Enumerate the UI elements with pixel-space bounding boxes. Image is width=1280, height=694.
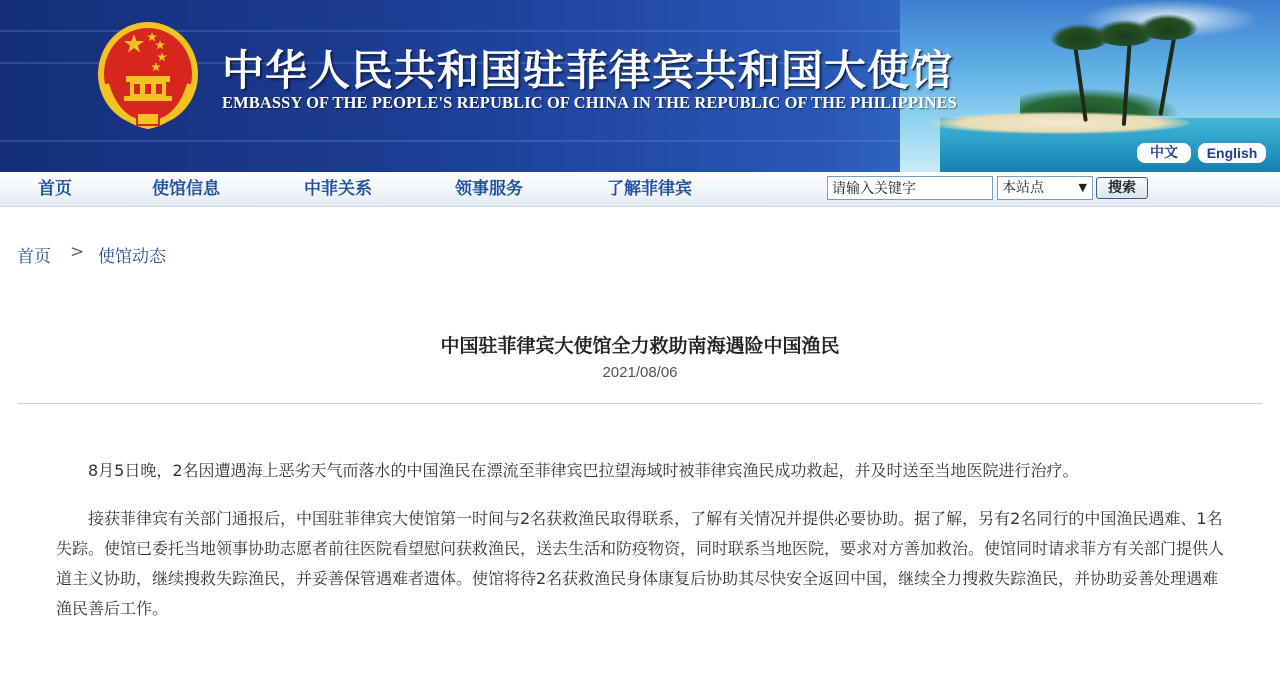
search-scope-select[interactable]: [997, 176, 1093, 200]
embassy-title-english: EMBASSY OF THE PEOPLE'S REPUBLIC OF CHINA IN THE REPUBLIC OF THE PHILIPPINES: [222, 93, 957, 112]
nav-item-home[interactable]: 首页: [38, 179, 72, 199]
breadcrumb-current[interactable]: 使馆动态: [98, 247, 166, 267]
article-body: [56, 456, 1226, 642]
breadcrumb-separator-icon: >: [70, 242, 85, 262]
chevron-down-icon: ▼: [1078, 181, 1087, 194]
nav-item-embassy-info[interactable]: 使馆信息: [152, 179, 220, 199]
breadcrumb-home[interactable]: 首页: [17, 247, 51, 267]
language-chinese-button[interactable]: 中文: [1137, 143, 1191, 163]
search-button[interactable]: 搜索: [1096, 177, 1148, 199]
article-date: 2021/08/06: [602, 364, 678, 381]
article-title: 中国驻菲律宾大使馆全力救助南海遇险中国渔民: [440, 335, 840, 357]
banner-beach: [930, 112, 1190, 134]
nav-item-about-philippines[interactable]: 了解菲律宾: [607, 179, 692, 199]
embassy-title-chinese: 中华人民共和国驻菲律宾共和国大使馆: [222, 46, 954, 95]
nav-item-china-philippines-relations[interactable]: 中菲关系: [304, 179, 372, 199]
article-paragraph: 8月5日晚，2名因遭遇海上恶劣天气而落水的中国渔民在漂流至菲律宾巴拉望海域时被菲律宾渔民成功救起，并及时送至当地医院进行治疗。: [88, 461, 1079, 480]
divider: [18, 403, 1262, 404]
search-scope-value: 本站点: [1002, 180, 1044, 196]
national-emblem-icon: [96, 20, 200, 134]
header-banner: [0, 0, 1280, 172]
search-input[interactable]: [827, 176, 993, 200]
banner-stripe: [0, 140, 900, 142]
article-paragraph: 接获菲律宾有关部门通报后，中国驻菲律宾大使馆第一时间与2名获救渔民取得联系，了解有关情况并提供必要协助。据了解，另有2名同行的中国渔民遇难、1名失踪。使馆已委托当地领事协助志愿者前往医院看望慰问获救渔民，送去生活和防疫物资，同时联系当地医院，要求对方善加救治。使馆同时请求菲方有关部门提供人道主义协助，继续搜救失踪渔民，并妥善保管遇难者遗体。使馆将待2名获救渔民身体康复后协助其尽快安全返回中国，继续全力搜救失踪渔民，并协助妥善处理遇难渔民善后工作。: [56, 509, 1225, 618]
language-english-button[interactable]: English: [1198, 143, 1266, 163]
nav-item-consular-services[interactable]: 领事服务: [455, 179, 523, 199]
